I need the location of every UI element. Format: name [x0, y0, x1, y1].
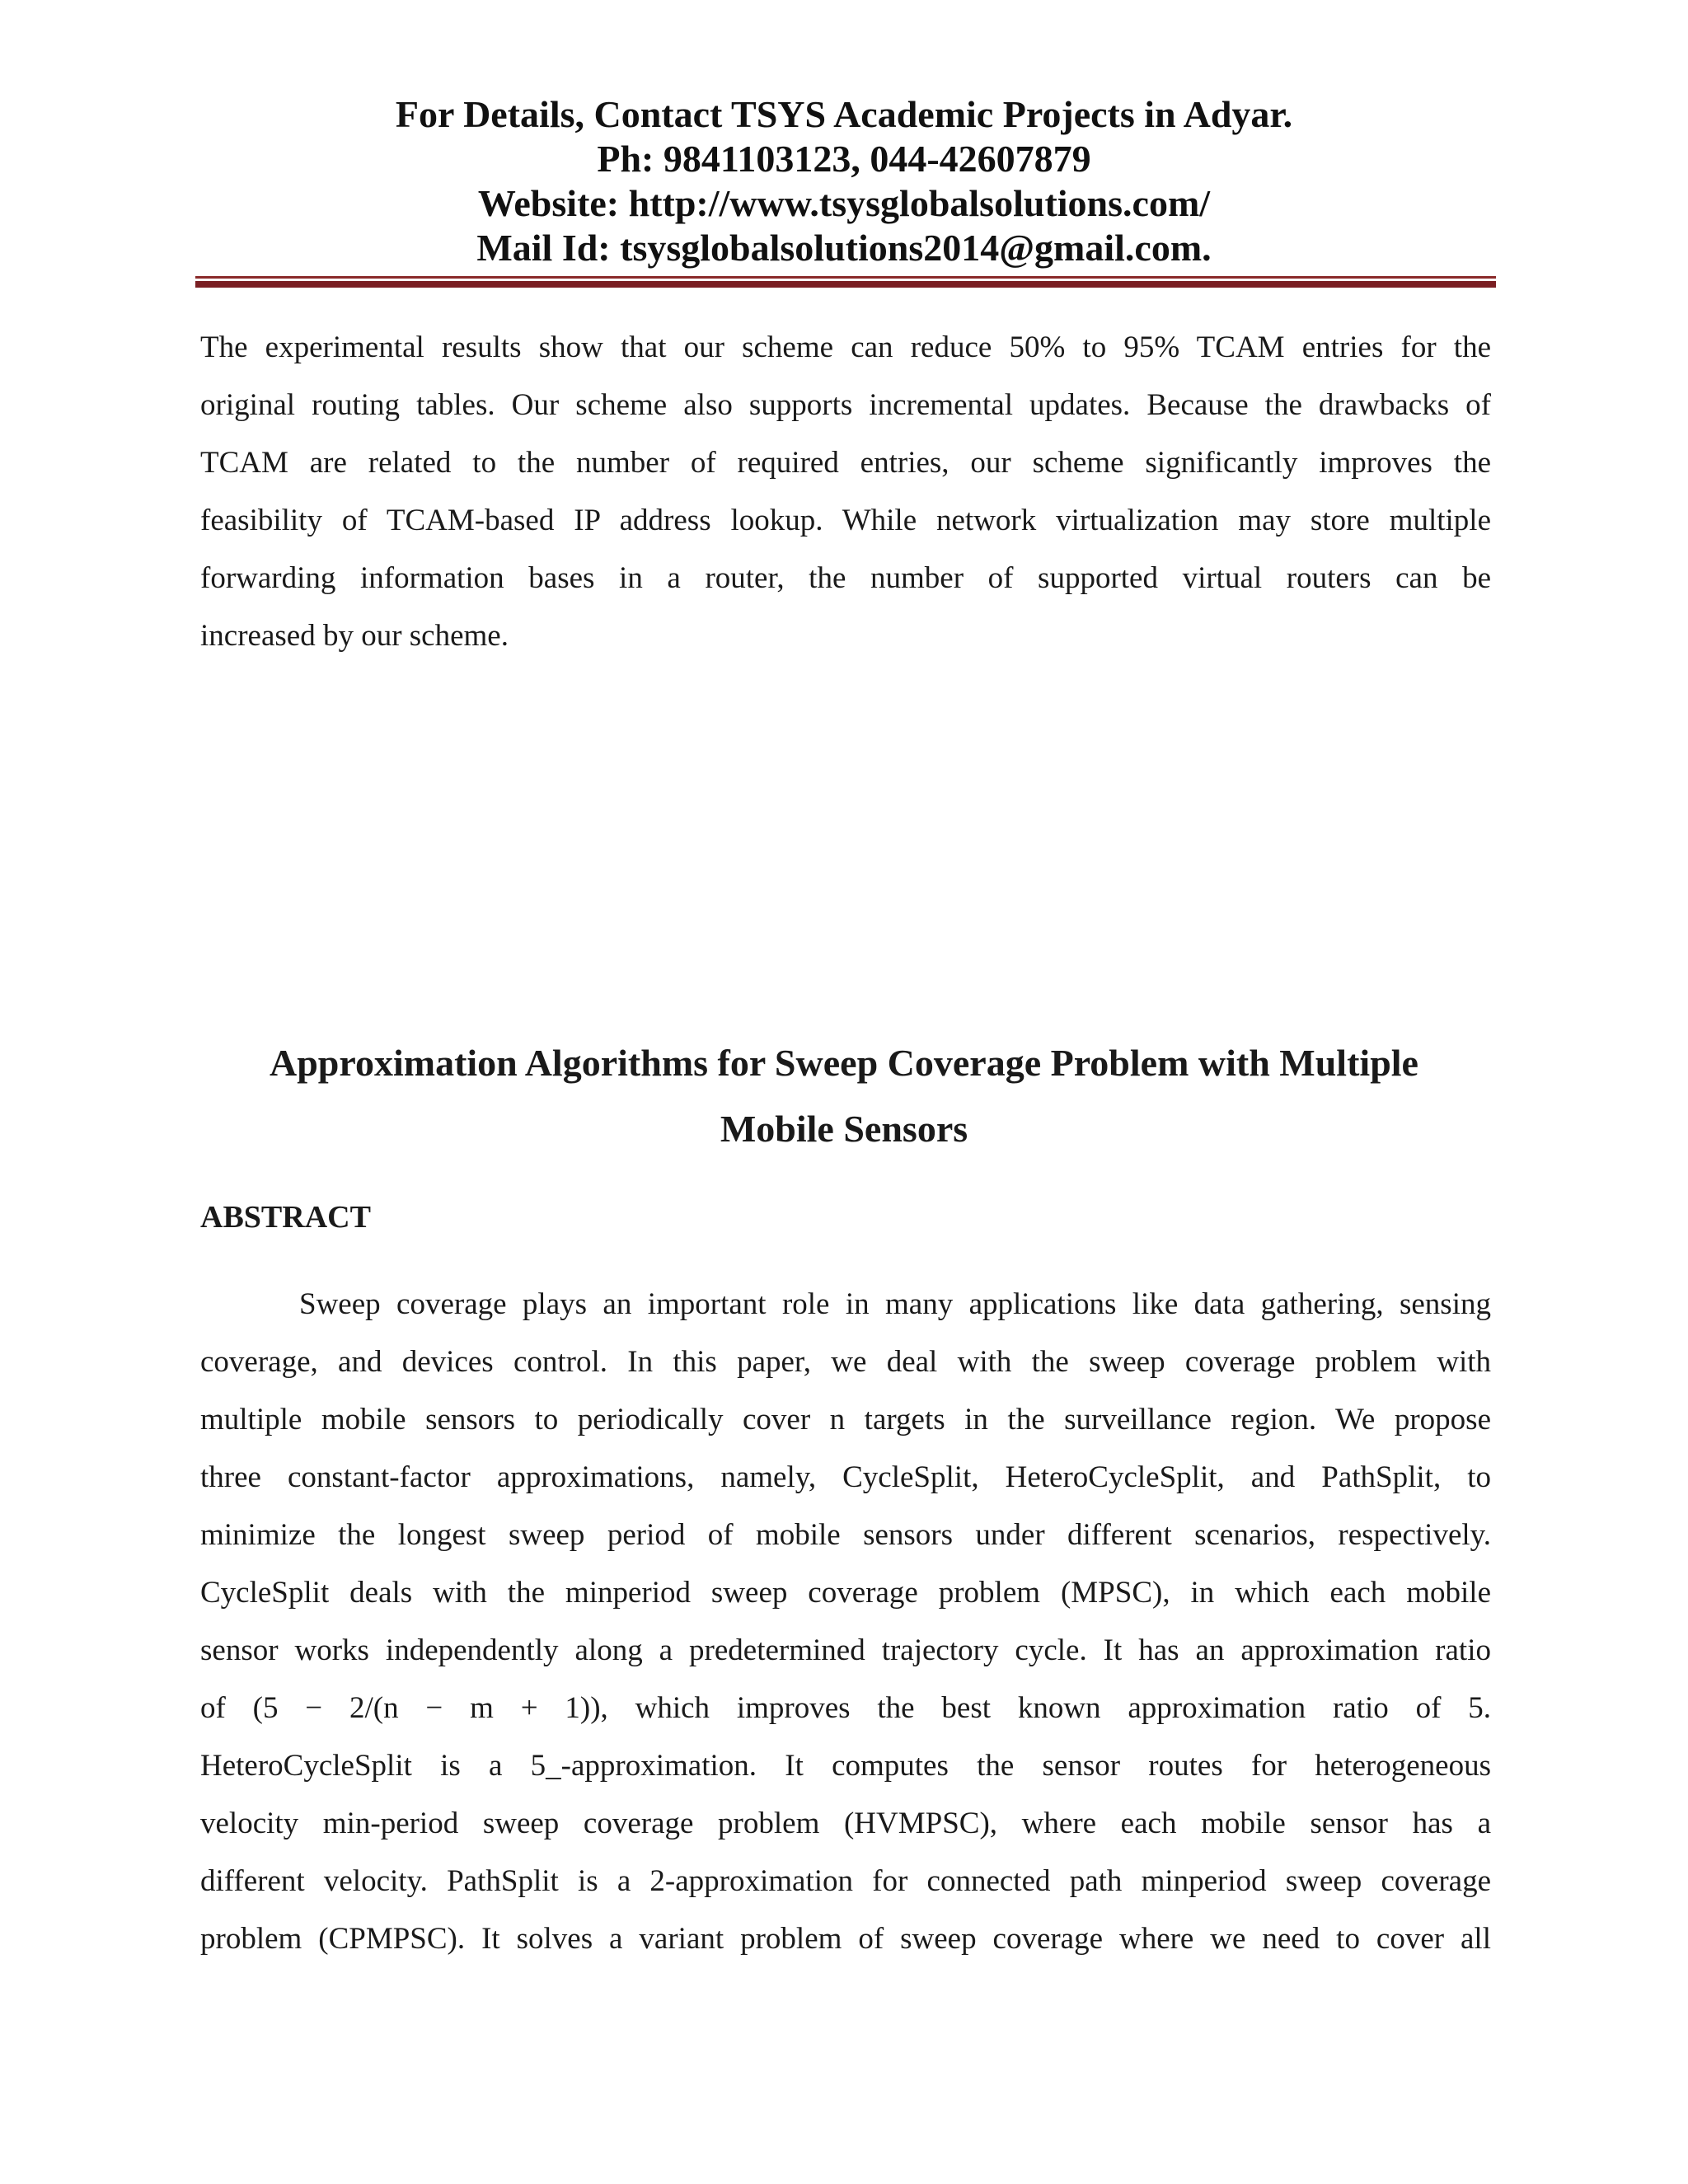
header-divider-thin	[195, 276, 1496, 279]
paragraph-line: sensor works independently along a predetermined trajectory cycle. It has an approximation ratio	[200, 1633, 1491, 1667]
paper-title-line: Mobile Sensors	[720, 1108, 968, 1150]
header-phone-line: Ph: 9841103123, 044-42607879	[597, 138, 1091, 180]
paragraph-line: minimize the longest sweep period of mobile sensors under different scenarios, respectively.	[200, 1518, 1491, 1552]
paragraph-line: forwarding information bases in a router, the number of supported virtual routers can be	[200, 561, 1491, 595]
header-divider-thick	[195, 281, 1496, 288]
paragraph-line: velocity min-period sweep coverage problem (HVMPSC), where each mobile sensor has a	[200, 1807, 1491, 1840]
header-email-line: Mail Id: tsysglobalsolutions2014@gmail.com.	[476, 227, 1212, 269]
paragraph-line: TCAM are related to the number of required entries, our scheme significantly improves the	[200, 446, 1491, 480]
paragraph-line: problem (CPMPSC). It solves a variant problem of sweep coverage where we need to cover all	[200, 1922, 1491, 1956]
paper-title	[0, 1030, 1688, 1162]
paragraph-line: three constant-factor approximations, namely, CycleSplit, HeteroCycleSplit, and PathSplit, to	[200, 1460, 1491, 1494]
paragraph-line: increased by our scheme.	[200, 619, 509, 653]
paragraph-line: coverage, and devices control. In this paper, we deal with the sweep coverage problem with	[200, 1345, 1491, 1379]
paper-title-line: Approximation Algorithms for Sweep Coverage Problem with Multiple	[270, 1042, 1418, 1084]
paragraph-line: original routing tables. Our scheme also supports incremental updates. Because the drawbacks of	[200, 388, 1491, 422]
contact-header	[0, 92, 1688, 270]
abstract-paragraph	[200, 1276, 1491, 1968]
header-contact-line: For Details, Contact TSYS Academic Projects in Adyar.	[395, 93, 1293, 135]
paragraph-line: HeteroCycleSplit is a 5_-approximation. It computes the sensor routes for heterogeneous	[200, 1749, 1491, 1783]
header-website-line: Website: http://www.tsysglobalsolutions.com/	[477, 182, 1211, 224]
paragraph-line: of (5 − 2/(n − m + 1)), which improves the best known approximation ratio of 5.	[200, 1691, 1491, 1725]
paragraph-line: Sweep coverage plays an important role in many applications like data gathering, sensing	[299, 1287, 1491, 1321]
paragraph-line: CycleSplit deals with the minperiod sweep coverage problem (MPSC), in which each mobile	[200, 1576, 1491, 1610]
abstract-heading: ABSTRACT	[200, 1200, 371, 1235]
paragraph-line: feasibility of TCAM-based IP address lookup. While network virtualization may store multiple	[200, 504, 1491, 537]
paragraph-line: The experimental results show that our scheme can reduce 50% to 95% TCAM entries for the	[200, 330, 1491, 364]
paragraph-line: different velocity. PathSplit is a 2-approximation for connected path minperiod sweep coverage	[200, 1864, 1491, 1898]
intro-paragraph	[200, 319, 1491, 665]
paragraph-line: multiple mobile sensors to periodically cover n targets in the surveillance region. We propose	[200, 1403, 1491, 1436]
